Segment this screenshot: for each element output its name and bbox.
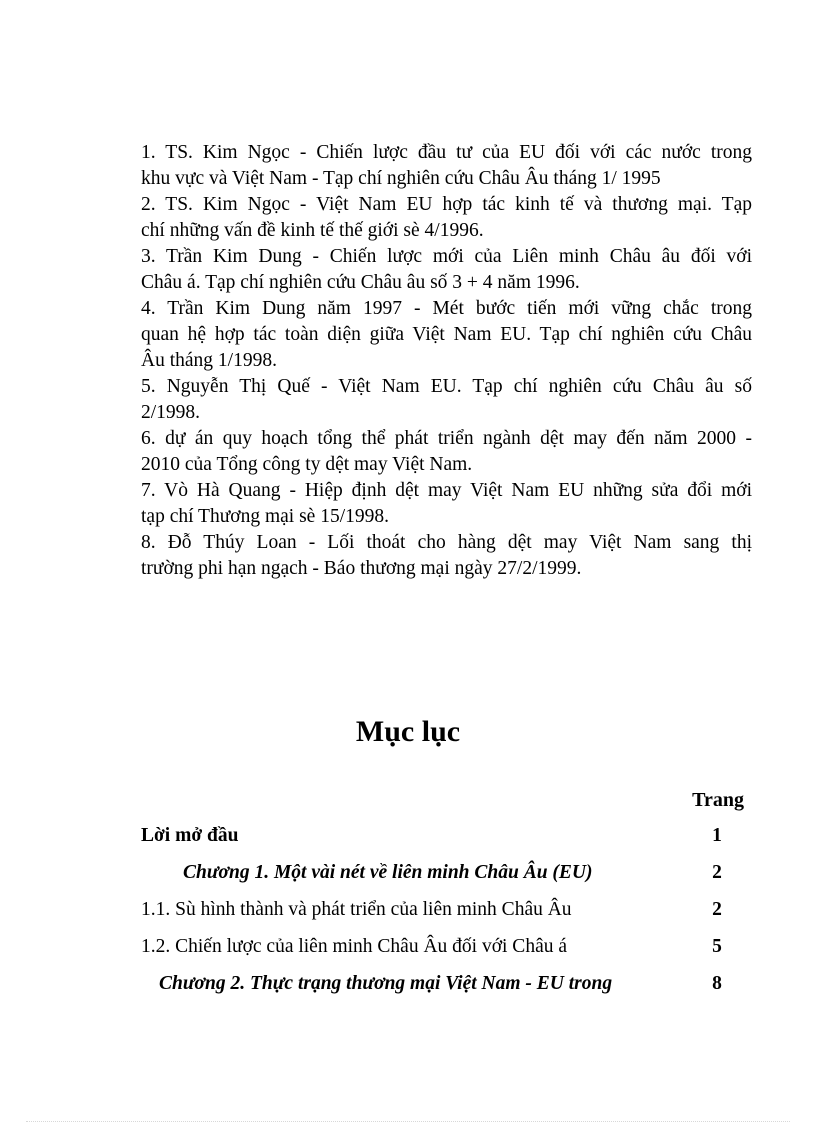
reference-line: quan hệ hợp tác toàn diện giữa Việt Nam EU. Tạp chí nghiên cứu Châu xyxy=(141,324,752,345)
reference-item xyxy=(141,478,752,530)
reference-item xyxy=(141,426,752,478)
page-bottom-divider xyxy=(26,1121,790,1122)
reference-line: Châu á. Tạp chí nghiên cứu Châu âu số 3 + 4 năm 1996. xyxy=(141,272,580,293)
reference-line: 8. Đỗ Thúy Loan - Lối thoát cho hàng dệt may Việt Nam sang thị xyxy=(141,532,752,553)
reference-line: 6. dự án quy hoạch tổng thể phát triển ngành dệt may đến năm 2000 - xyxy=(141,428,752,449)
toc-title: Mục lục xyxy=(355,715,461,748)
reference-line: 3. Trần Kim Dung - Chiến lược mới của Liên minh Châu âu đối với xyxy=(141,246,752,267)
reference-item xyxy=(141,140,752,192)
toc-entry-text: 1.1. Sù hình thành và phát triển của liên minh Châu Âu xyxy=(141,899,572,920)
reference-item xyxy=(141,374,752,426)
toc-entry-page: 2 xyxy=(712,899,722,920)
reference-line: Âu tháng 1/1998. xyxy=(141,350,277,371)
toc-entry-text: Chương 2. Thực trạng thương mại Việt Nam - EU trong xyxy=(159,973,613,994)
toc-entry-text: Chương 1. Một vài nét về liên minh Châu Âu (EU) xyxy=(183,862,593,883)
toc-entry-page: 8 xyxy=(712,973,722,994)
reference-item xyxy=(141,244,752,296)
reference-item xyxy=(141,192,752,244)
reference-line: khu vực và Việt Nam - Tạp chí nghiên cứu Châu Âu tháng 1/ 1995 xyxy=(141,168,661,189)
reference-line: 2010 của Tổng công ty dệt may Việt Nam. xyxy=(141,454,473,475)
reference-line: chí những vấn đề kinh tế thế giới sè 4/1996. xyxy=(141,220,484,241)
toc-entry-text: Lời mở đầu xyxy=(141,825,239,846)
reference-line: trường phi hạn ngạch - Báo thương mại ngày 27/2/1999. xyxy=(141,558,582,579)
reference-line: tạp chí Thương mại sè 15/1998. xyxy=(141,506,389,527)
toc-entry-page: 5 xyxy=(712,936,722,957)
reference-item xyxy=(141,530,752,582)
toc-entry-text: 1.2. Chiến lược của liên minh Châu Âu đối với Châu á xyxy=(141,936,568,957)
reference-line: 2. TS. Kim Ngọc - Việt Nam EU hợp tác kinh tế và thương mại. Tạp xyxy=(141,194,752,215)
reference-line: 7. Vò Hà Quang - Hiệp định dệt may Việt Nam EU những sửa đổi mới xyxy=(141,480,752,501)
toc-row xyxy=(141,822,752,850)
toc-entry-page: 1 xyxy=(712,825,722,846)
toc-row xyxy=(141,933,752,961)
toc-row xyxy=(141,896,752,924)
reference-item xyxy=(141,296,752,374)
reference-line: 4. Trần Kim Dung năm 1997 - Mét bước tiến mới vững chắc trong xyxy=(141,298,752,319)
reference-line: 5. Nguyễn Thị Quế - Việt Nam EU. Tạp chí nghiên cứu Châu âu số xyxy=(141,376,752,397)
reference-line: 2/1998. xyxy=(141,402,201,423)
toc-row xyxy=(141,970,752,998)
toc-row xyxy=(141,859,752,887)
toc-page-header: Trang xyxy=(692,789,744,811)
reference-line: 1. TS. Kim Ngọc - Chiến lược đầu tư của EU đối với các nước trong xyxy=(141,142,752,163)
toc-entry-page: 2 xyxy=(712,862,722,883)
references-list xyxy=(141,140,752,582)
